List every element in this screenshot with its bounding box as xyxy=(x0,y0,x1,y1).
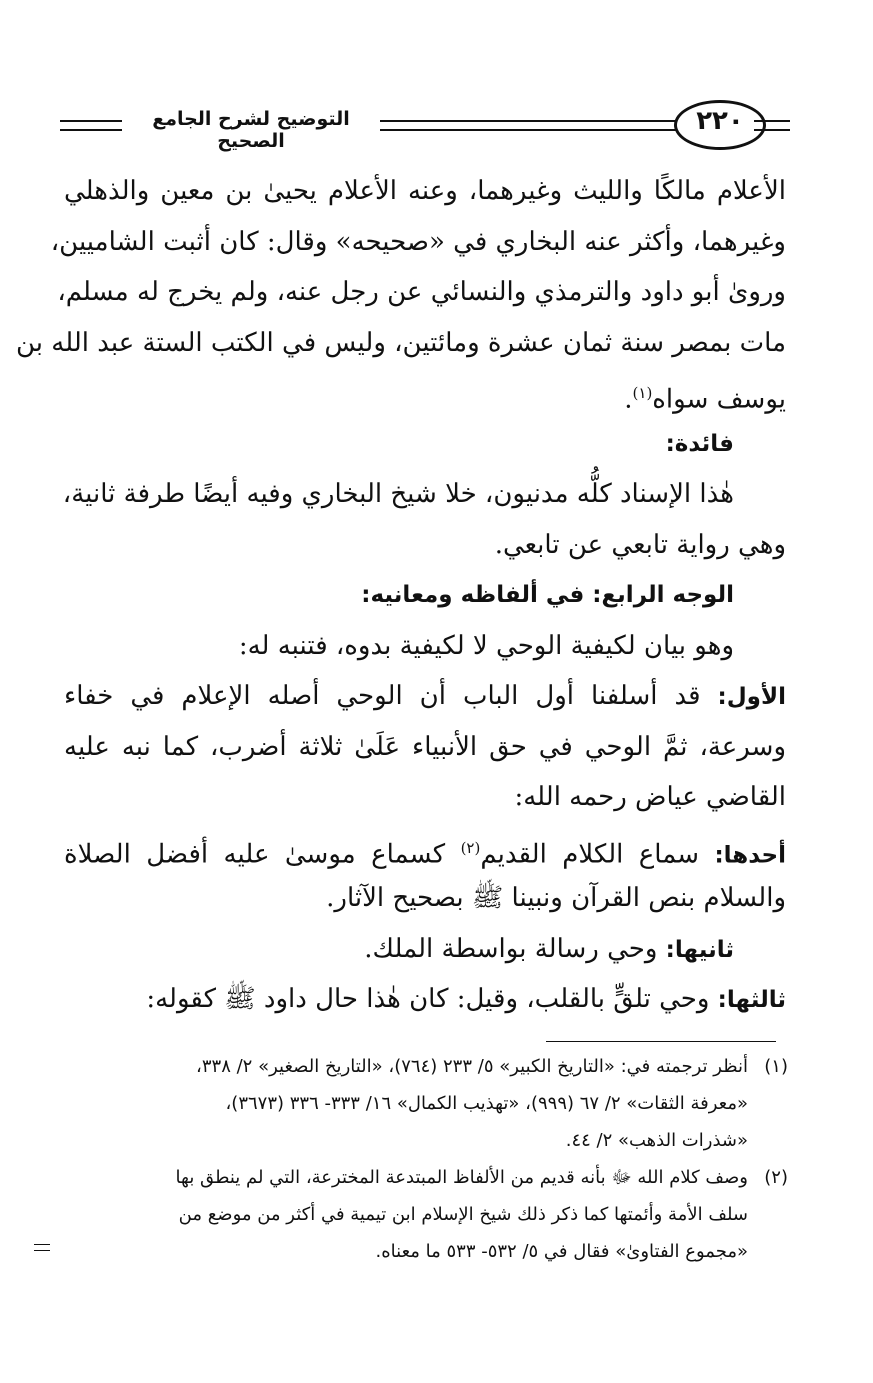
margin-marker xyxy=(34,1244,50,1251)
line-text: يوسف سواه xyxy=(652,384,786,415)
text-line xyxy=(64,823,786,874)
footnote-2-line xyxy=(52,1159,788,1196)
footnote-2-line: «مجموع الفتاوىٰ» فقال في ٥/ ٥٣٢- ٥٣٣ ما معناه. xyxy=(375,1241,748,1262)
lead-word: الأول: xyxy=(717,684,786,710)
section-heading-faida: فائدة: xyxy=(665,430,734,457)
lead-word: أحدها: xyxy=(714,842,786,869)
line-text: كسماع موسىٰ عليه أفضل الصلاة xyxy=(64,839,461,870)
footnote-number: (٢) xyxy=(764,1167,788,1188)
main-text xyxy=(15,166,786,1025)
text-line: وغيرهما، وأكثر عنه البخاري في «صحيحه» وقال: كان أثبت الشاميين، xyxy=(50,226,786,257)
text-line: القاضي عياض رحمه الله: xyxy=(514,782,786,812)
footnote-separator xyxy=(546,1041,776,1042)
text-line: الأعلام مالكًا والليث وغيرهما، وعنه الأعلام يحيىٰ بن معين والذهلي xyxy=(64,176,786,206)
line-text: سماع الكلام القديم xyxy=(480,839,715,870)
header-rule-left xyxy=(60,120,122,131)
line-text: وحي تلقٍّ بالقلب، وقيل: كان هٰذا حال داود ﷺ كقوله: xyxy=(146,984,718,1014)
footnote-1-line xyxy=(52,1048,788,1085)
footnote-1-line: «شذرات الذهب» ٢/ ٤٤. xyxy=(565,1130,748,1151)
line-text: . xyxy=(624,384,633,415)
line-text: وحي رسالة بواسطة الملك. xyxy=(364,933,666,964)
lead-word: ثالثها: xyxy=(717,987,786,1013)
header-rule-middle xyxy=(380,120,692,131)
header-rule-right xyxy=(754,120,790,131)
footnote-2-line: سلف الأمة وأئمتها كما ذكر ذلك شيخ الإسلام ابن تيمية في أكثر من موضع من xyxy=(178,1204,748,1225)
footnote-text: وصف كلام الله ﷻ بأنه قديم من الألفاظ المبتدعة المخترعة، التي لم ينطق بها xyxy=(175,1167,748,1188)
text-line: مات بمصر سنة ثمان عشرة ومائتين، وليس في الكتب الستة عبد الله بن xyxy=(15,327,786,358)
text-line: وهي رواية تابعي عن تابعي. xyxy=(494,529,786,560)
footnote-1-line: «معرفة الثقات» ٢/ ٦٧ (٩٩٩)، «تهذيب الكمال» ١٦/ ٣٣٣- ٣٣٦ (٣٦٧٣)، xyxy=(225,1093,748,1114)
text-line: وروىٰ أبو داود والترمذي والنسائي عن رجل عنه، ولم يخرج له مسلم، xyxy=(57,277,786,307)
text-line: والسلام بنص القرآن ونبينا ﷺ بصحيح الآثار. xyxy=(326,883,786,913)
lead-word: ثانيها: xyxy=(665,936,734,963)
text-line xyxy=(64,368,786,419)
section-heading-wajh: الوجه الرابع: في ألفاظه ومعانيه: xyxy=(361,582,734,608)
text-line: وهو بيان لكيفية الوحي لا لكيفية بدوه، فتنبه له: xyxy=(238,630,734,661)
text-line xyxy=(64,924,786,975)
text-line: وسرعة، ثمَّ الوحي في حق الأنبياء عَلَىٰ ثلاثة أضرب، كما نبه عليه xyxy=(64,731,786,762)
running-title: التوضيح لشرح الجامع الصحيح xyxy=(152,108,350,152)
text-line xyxy=(64,974,786,1025)
footnote-number: (١) xyxy=(764,1056,788,1077)
line-text: قد أسلفنا أول الباب أن الوحي أصله الإعلام في خفاء xyxy=(64,681,718,711)
footnote-ref-2: (٢) xyxy=(460,838,481,857)
text-line: هٰذا الإسناد كلُّه مدنيون، خلا شيخ البخاري وفيه أيضًا طرفة ثانية، xyxy=(62,479,734,509)
page-number: ٢٢٠ xyxy=(696,106,744,136)
footnote-text: أنظر ترجمته في: «التاريخ الكبير» ٥/ ٢٣٣ (٧٦٤)، «التاريخ الصغير» ٢/ ٣٣٨، xyxy=(196,1056,748,1077)
footnote-ref-1: (١) xyxy=(632,384,653,402)
page-header xyxy=(60,98,790,162)
footnotes xyxy=(52,1048,788,1270)
text-line xyxy=(64,671,786,722)
